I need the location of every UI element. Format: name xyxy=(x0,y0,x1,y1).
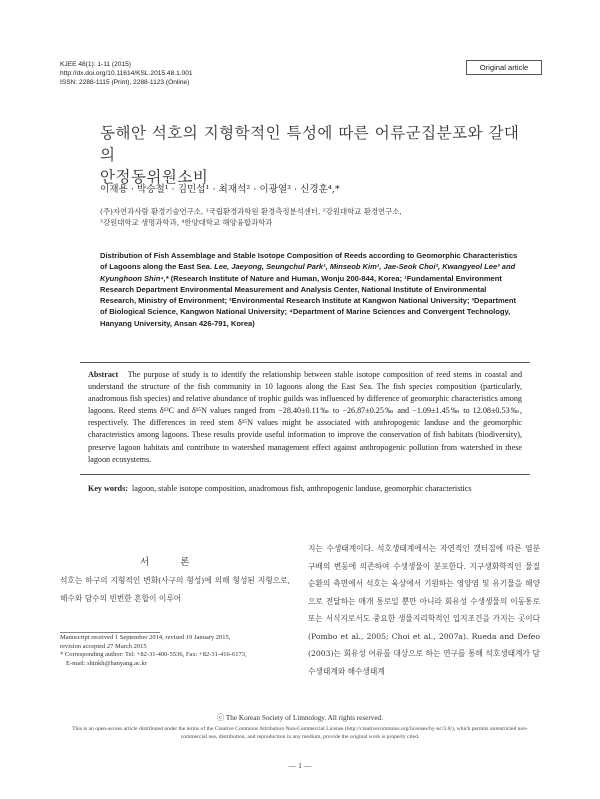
license-text: This is an open-access article distributed under the terms of the Creative Commons Attribution Non-Commercial License (http://creativecommons.org/licenses/by-nc/3.0/), which permits unrestricted non-commercial use, distribution, and reproduction in any medium, provide the original work is properly cited. xyxy=(72,726,528,741)
footnote-rule xyxy=(60,632,160,633)
english-affiliations: (Research Institute of Nature and Human, Wonju 200-844, Korea; ¹Fundamental Environment Research Department Environmental Measurement and Analysis Center, National Institute of Environmental Research, Ministry of Environment; ²Environmental Research Institute at Kangwon National University; ³Department of Biological Science, Kangwon National University; ⁴Department of Marine Sciences and Convergent Technology, Hanyang University, Ansan 426-791, Korea) xyxy=(100,273,516,328)
abstract-box xyxy=(80,362,530,501)
issn: ISSN: 2288-1115 (Print), 2288-1123 (Online) xyxy=(60,79,190,87)
footnote-line-4: E-mail: shinkh@hanyang.ac.kr xyxy=(66,659,147,667)
journal-citation: KJEE 48(1): 1-11 (2015) xyxy=(60,61,131,68)
page-number: — 1 — xyxy=(288,761,312,770)
doi-link[interactable]: http://dx.doi.org/10.11614/KSL.2015.48.1.001 xyxy=(60,70,193,78)
keywords-label: Key words: xyxy=(88,483,128,493)
english-authors: Lee, Jaeyong, Seungchul Park¹, Minseob Kim¹, Jae-Seok Choi², Kwangyeol Lee³ and Kyunghoon Shin⁴,* xyxy=(100,262,516,283)
abstract xyxy=(80,363,530,474)
article-type-badge: Original article xyxy=(466,60,542,75)
korean-affiliations xyxy=(100,206,530,228)
english-title: Distribution of Fish Assemblage and Stable Isotope Composition of Reeds according to Geomorphic Characteristics of Lagoons along the East Sea. xyxy=(100,251,518,272)
korean-authors: 이재용 · 박승철¹ · 김민섭¹ · 최재석² · 이광열³ · 신경훈⁴,* xyxy=(100,184,340,195)
footnote xyxy=(60,634,290,668)
footnote-line-2: revision accepted 27 March 2015 xyxy=(60,642,147,650)
section-heading: 서 론 xyxy=(140,557,204,568)
body-right-column: 지는 수생태계이다. 석호생태계에서는 자연적인 갯터짐에 따른 염분구배의 변동에 의존하여 수생생물이 분포한다. 지구생화학적인 물질순환의 측면에서 석호는 육상에서 기원하는 영양염 및 유기물을 해양으로 전달하는 매개 통로일 뿐만 아니라 회유성 수생생물의 이동통로 또는 서식지로서도 중요한 생물지리학적인 입지조건을 가지는 곳이다(Pombo et al., 2005; Choi et al., 2007a). Rueda and Defeo (2003)는 회유성 어류를 대상으로 하는 연구를 통해 석호생태계가 담수생태계와 해수생태계 xyxy=(308,544,540,676)
korean-title-line-1: 동해안 석호의 지형학적인 특성에 따른 어류군집분포와 갈대의 xyxy=(100,124,520,164)
footnote-line-3: * Corresponding author: Tel: +82-31-400-5536, Fax: +82-31-416-6173, xyxy=(60,651,247,659)
korean-affiliation-line-2: ³강원대학교 생명과학과, ⁴한양대학교 해양융합과학과 xyxy=(100,218,273,227)
keywords-text: lagoon, stable isotope composition, anadromous fish, anthropogenic landuse, geomorphic characteristics xyxy=(131,483,472,493)
copyright-notice: ⓒ The Korean Society of Limnology. All rights reserved. xyxy=(217,714,383,722)
korean-title xyxy=(100,122,520,188)
english-title-block xyxy=(100,250,522,329)
korean-affiliation-line-1: (주)자연과사람 환경기술연구소, ¹국립환경과학원 환경측정분석센터, ²강원대학교 환경연구소, xyxy=(100,207,402,216)
footnote-line-1: Manuscript received 1 September 2014, revised 19 January 2015, xyxy=(60,634,231,641)
korean-title-line-2: 안정동위원소비 xyxy=(100,168,209,186)
body-left-column: 석호는 하구의 지형적인 변화(사구의 형성)에 의해 형성된 지형으로, 해수와 담수의 빈번한 혼합이 이루어 xyxy=(60,576,290,603)
journal-meta xyxy=(60,60,193,88)
keywords xyxy=(80,475,530,501)
abstract-label: Abstract xyxy=(88,370,119,379)
abstract-text: The purpose of study is to identify the relationship between stable isotope composition of reed stems in coastal and understand the structure of the fish community in 10 lagoons along the East Sea. The fish species composition (particularly, anadromous fish species) and relative abundance of trophic guilds was influenced by difference of geomorphic characteristics among lagoons. Reed stems δ¹³C and δ¹⁵N values ranged from −28.40±0.11‰ to −26.87±0.25‰ and −1.09±1.45‰ to 12.08±0.53‰, respectively. The differences in reed stem δ¹⁵N values might be associated with anthropogenic landuse and the geomorphic characteristics among lagoons. These results provide useful information to improve the conservation of fish habitats (biodiversity), preserve lagoon habitats and contribute to watershed management effect against anthropogenic pollution from watershed in these lagoon ecosystems. xyxy=(88,370,523,464)
